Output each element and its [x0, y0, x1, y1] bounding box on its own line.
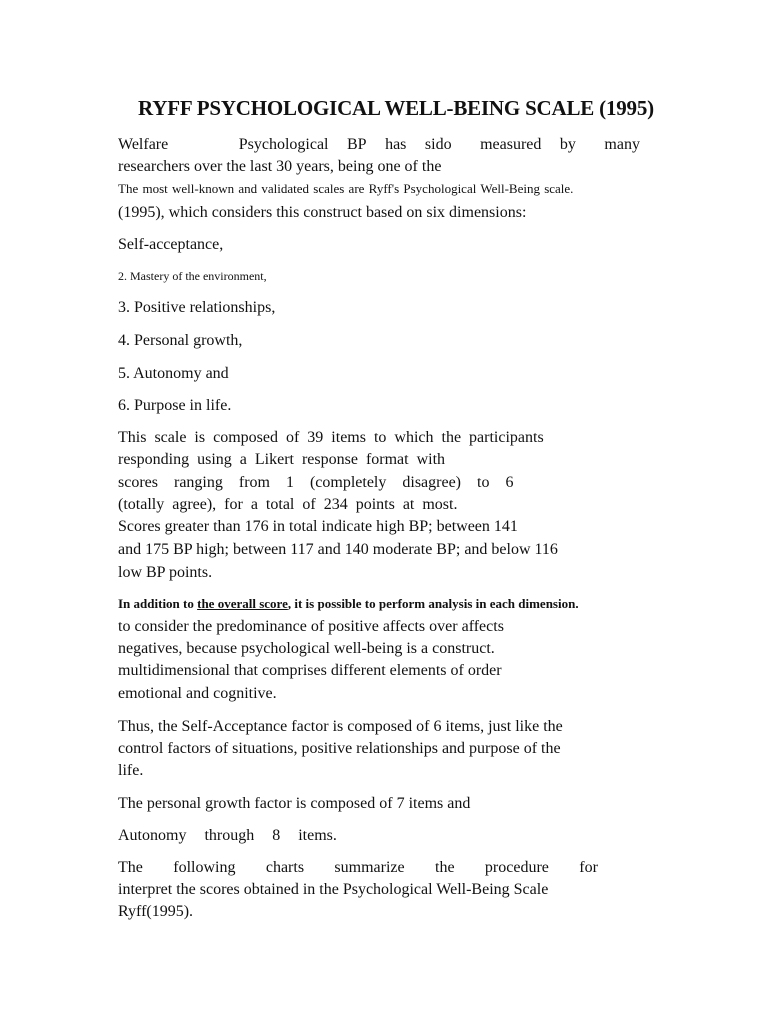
scale-line-1: This scale is composed of 39 items to which the participants	[118, 429, 544, 446]
closing-line-3: Ryff(1995).	[118, 903, 194, 920]
intro-word: many	[604, 136, 640, 153]
growth-line: The personal growth factor is composed of 7 items and	[118, 795, 471, 812]
intro-word: Welfare	[118, 136, 169, 153]
analysis-line-4: multidimensional that comprises different elements of order	[118, 662, 502, 679]
dimension-item: 6. Purpose in life.	[118, 397, 232, 414]
intro-word: sido	[424, 136, 452, 153]
intro-word: has	[385, 136, 407, 153]
closing-word: following	[173, 859, 236, 876]
scale-line-2: responding using a Likert response format with	[118, 451, 446, 468]
analysis-line-3: negatives, because psychological well-being is a construct.	[118, 640, 495, 657]
intro-word: measured	[480, 136, 542, 153]
closing-line-1	[118, 858, 598, 878]
factors-line-2: control factors of situations, positive relationships and purpose of the	[118, 740, 561, 757]
closing-word: The	[118, 859, 143, 876]
analysis-line-2: to consider the predominance of positive affects over affects	[118, 618, 504, 635]
scale-line-7: low BP points.	[118, 564, 213, 581]
closing-word: procedure	[484, 859, 549, 876]
closing-word: the	[435, 859, 455, 876]
intro-line-1	[118, 135, 640, 155]
page-title: RYFF PSYCHOLOGICAL WELL-BEING SCALE (1995)	[138, 96, 654, 120]
intro-word: Psychological	[238, 136, 329, 153]
scale-line-4: (totally agree), for a total of 234 points at most.	[118, 496, 458, 513]
analysis-bold-suffix: , it is possible to perform analysis in each dimension.	[287, 596, 579, 611]
closing-word: summarize	[334, 859, 405, 876]
autonomy-line: Autonomy through 8 items.	[118, 827, 337, 844]
dimension-item: Self-acceptance,	[118, 236, 224, 253]
analysis-underlined: the overall score	[197, 596, 288, 611]
analysis-bold-prefix: In addition to	[118, 596, 198, 611]
analysis-line-1	[118, 594, 579, 614]
intro-line-2: researchers over the last 30 years, being one of the	[118, 158, 442, 175]
scale-line-3: scores ranging from 1 (completely disagree) to 6	[118, 474, 514, 491]
intro-word: by	[559, 136, 576, 153]
intro-line-4: (1995), which considers this construct based on six dimensions:	[118, 204, 527, 221]
scale-line-6: and 175 BP high; between 117 and 140 moderate BP; and below 116	[118, 541, 558, 558]
intro-word: BP	[347, 136, 367, 153]
factors-line-1: Thus, the Self-Acceptance factor is composed of 6 items, just like the	[118, 718, 563, 735]
dimension-item: 3. Positive relationships,	[118, 299, 276, 316]
intro-line-3: The most well-known and validated scales are Ryff's Psychological Well-Being scale.	[118, 181, 574, 196]
closing-word: charts	[265, 859, 305, 876]
dimension-item: 4. Personal growth,	[118, 332, 243, 349]
dimension-item: 2. Mastery of the environment,	[118, 269, 267, 283]
scale-line-5: Scores greater than 176 in total indicate high BP; between 141	[118, 518, 518, 535]
closing-word: for	[579, 859, 598, 876]
factors-line-3: life.	[118, 762, 144, 779]
dimension-item: 5. Autonomy and	[118, 365, 229, 382]
analysis-line-5: emotional and cognitive.	[118, 685, 277, 702]
closing-line-2: interpret the scores obtained in the Psychological Well-Being Scale	[118, 881, 549, 898]
